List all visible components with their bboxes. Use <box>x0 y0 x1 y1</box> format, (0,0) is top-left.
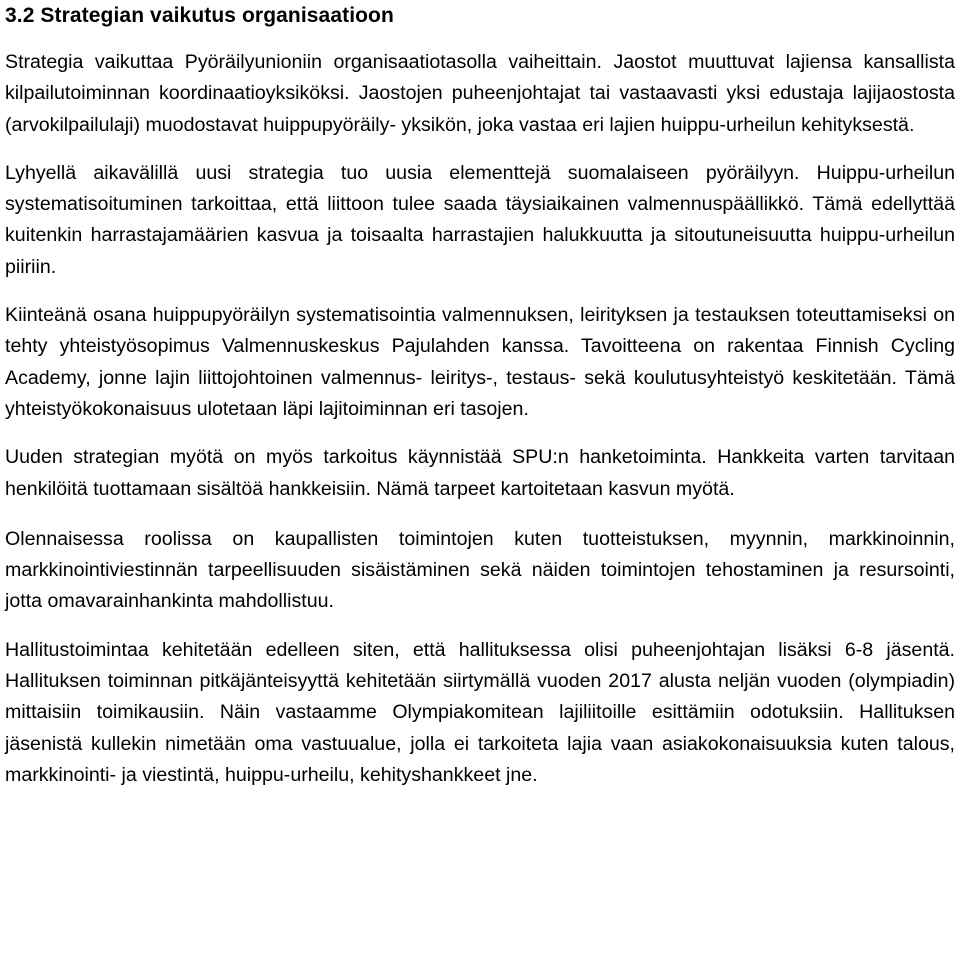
paragraph-short-term: Lyhyellä aikavälillä uusi strategia tuo uusia elementtejä suomalaiseen pyöräilyyn. Huippu-urheilun systematisoituminen tarkoittaa, että liittoon tulee saada täysiaikainen valmennuspäällikkö. Tämä edellyttää kuitenkin harrastajamäärien kasvua ja toisaalta harrastajien halukkuutta ja sitoutuneisuutta huippu-urheilun piiriin. <box>5 161 955 278</box>
paragraph-commercial: Olennaisessa roolissa on kaupallisten toimintojen kuten tuotteistuksen, myynnin, markkinoinnin, markkinointiviestinnän tarpeellisuuden sisäistäminen sekä näiden toimintojen tehostaminen ja resursointi, jotta omavarainhankinta mahdollistuu. <box>5 527 955 613</box>
paragraph-board: Hallitustoimintaa kehitetään edelleen siten, että hallituksessa olisi puheenjohtajan lisäksi 6-8 jäsentä. Hallituksen toiminnan pitkäjänteisyyttä kehitetään siirtymällä vuoden 2017 alusta neljän vuoden (olympiadin) mittaisiin toimikausiin. Näin vastaamme Olympiakomitean lajiliitoille esittämiin odotuksiin. Hallituksen jäsenistä kullekin nimetään oma vastuualue, jolla ei tarkoiteta lajia vaan asiakokonaisuuksia kuten talous, markkinointi- ja viestintä, huippu-urheilu, kehityshankkeet jne. <box>5 638 955 786</box>
document-page <box>5 0 955 791</box>
paragraph-cooperation: Kiinteänä osana huippupyöräilyn systematisointia valmennuksen, leirityksen ja testauksen toteuttamiseksi on tehty yhteistyösopimus Valmennuskeskus Pajulahden kanssa. Tavoitteena on rakentaa Finnish Cycling Academy, jonne lajin liittojohtoinen valmennus- leiritys-, testaus- sekä koulutusyhteistyö keskitetään. Tämä yhteistyökokonaisuus ulotetaan läpi lajitoiminnan eri tasojen. <box>5 304 955 420</box>
paragraph-projects: Uuden strategian myötä on myös tarkoitus käynnistää SPU:n hanketoiminta. Hankkeita varten tarvitaan henkilöitä tuottamaan sisältöä hankkeisiin. Nämä tarpeet kartoitetaan kasvun myötä. <box>5 446 955 500</box>
section-heading: 3.2 Strategian vaikutus organisaatioon <box>5 4 394 27</box>
paragraph-organisation: Strategia vaikuttaa Pyöräilyunioniin organisaatiotasolla vaiheittain. Jaostot muuttuvat lajiensa kansallista kilpailutoiminnan koordinaatioyksiköksi. Jaostojen puheenjohtajat tai vastaavasti yksi edustaja lajijaostosta (arvokilpailulaji) muodostavat huippupyöräily- yksikön, joka vastaa eri lajien huippu-urheilun kehityksestä. <box>5 51 955 136</box>
